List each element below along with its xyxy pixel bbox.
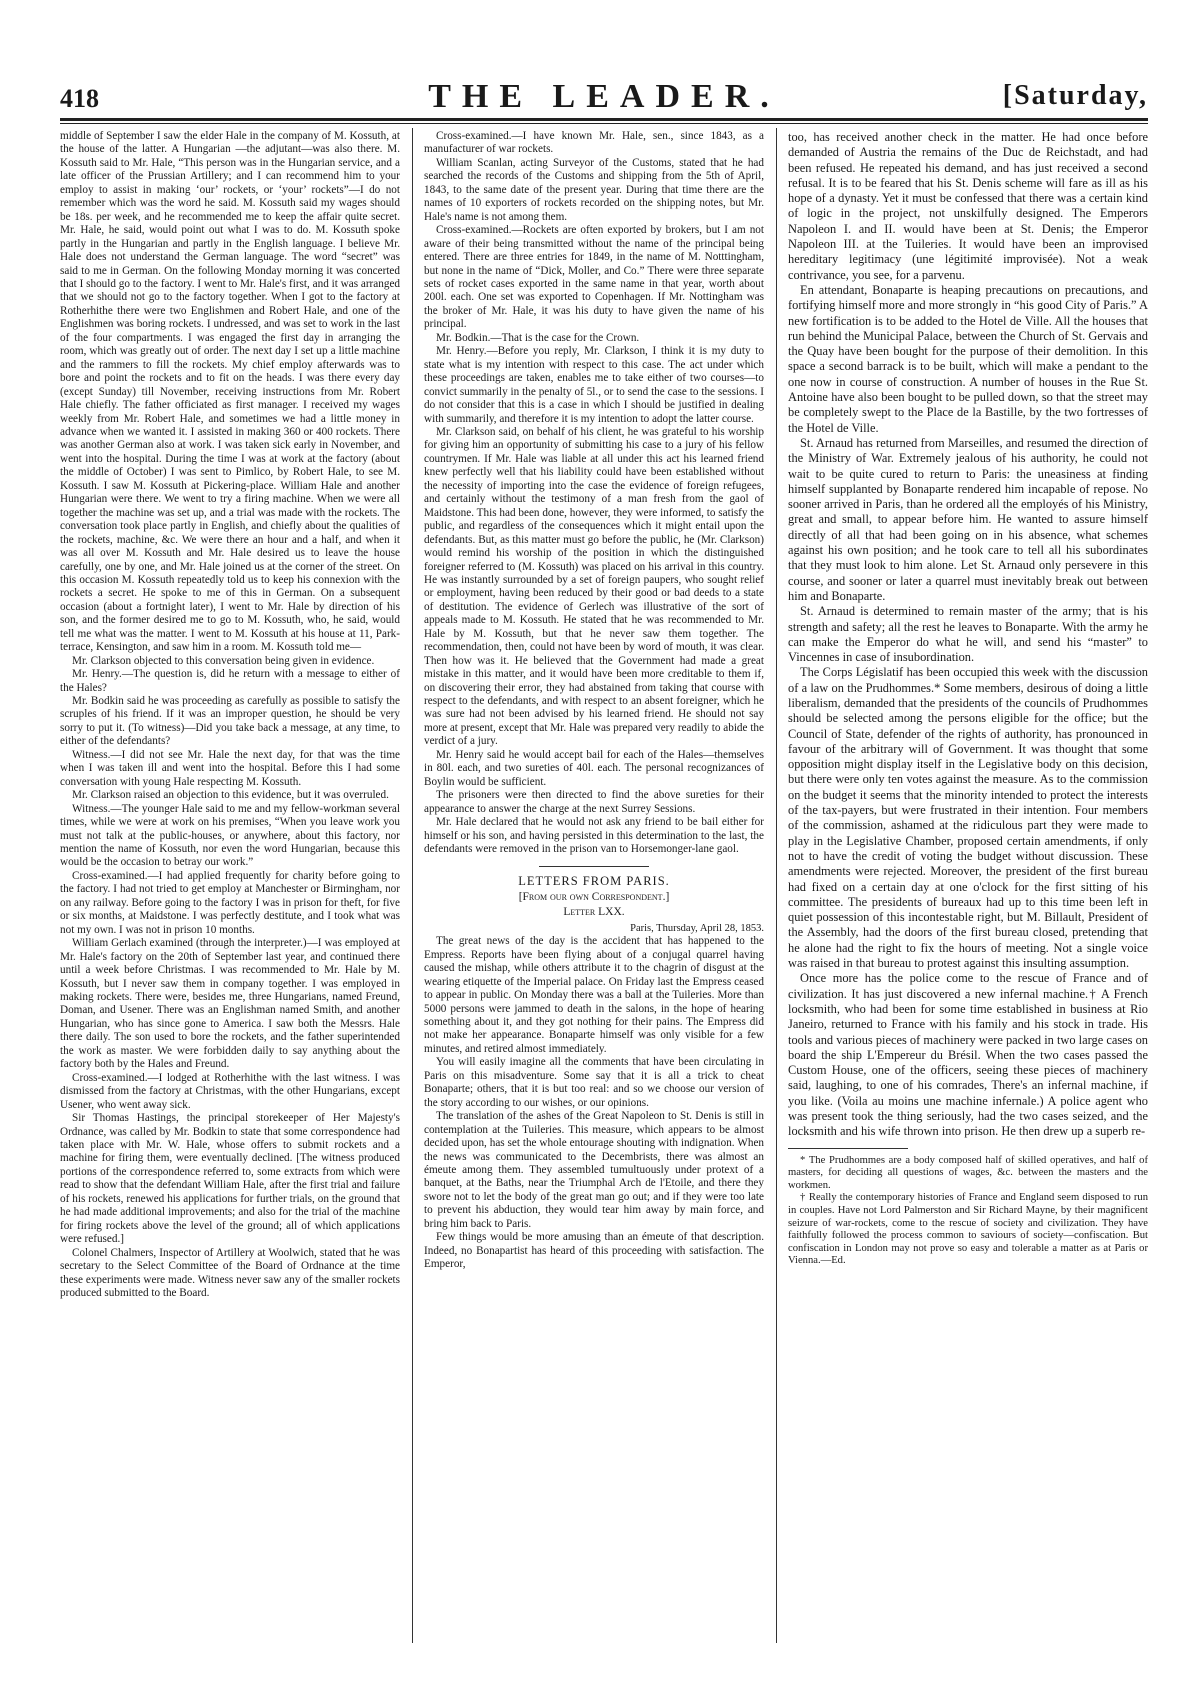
paragraph: Mr. Bodkin.—That is the case for the Crown. <box>436 331 640 344</box>
paragraph: You will easily imagine all the comments that have been circulating in Paris on this misadventure. Some say that it is all a trick to cheat Bonaparte; others, that it is but too real: and so we choose our version of the story according to our wishes, or our opinions. <box>424 1056 764 1109</box>
section-rule <box>539 866 649 867</box>
letter-number: Letter LXX. <box>563 906 625 919</box>
paragraph: St. Arnaud has returned from Marseilles, and resumed the direction of the Ministry of War. Extremely jealous of his authority, he could not wait to be quite cured to return to Paris: the uneasiness at finding himself supplanted by Bonaparte rendered him incapable of repose. No sooner arrived in Paris, than he ordered all the employés of his Ministry, great and small, to appear before him. He wanted to assure himself directly of all that had been going on in his absence, what schemes against his own position; and he took care to tell all his subordinates that they must look to him alone. Let St. Arnaud only persevere in this course, and sooner or later a quarrel must inevitably break out between him and Bonaparte. <box>788 435 1148 603</box>
section-heading: LETTERS FROM PARIS. <box>518 874 670 889</box>
paragraph: Mr. Henry said he would accept bail for each of the Hales—themselves in 80l. each, and two sureties of 40l. each. The personal recognizances of Boylin would be sufficient. <box>424 748 764 788</box>
paragraph: En attendant, Bonaparte is heaping precautions on precautions, and fortifying himself more and more strongly in “his good City of Paris.” A new fortification is to be added to the Hotel de Ville. All the houses that run behind the Municipal Palace, between the Church of St. Gervais and the Quay have been bought for the purpose of their demolition. In this space a second barrack is to be built, which will make a pendant to the one now in course of construction. A number of houses in the Rue St. Antoine have also been bought to be pulled down, so that the street may be completely swept to the Place de la Bastille, by the two fortresses of the Hotel de Ville. <box>788 282 1148 435</box>
paragraph: Once more has the police come to the rescue of France and of civilization. It has just discovered a new infernal machine.† A French locksmith, who had been for some time established in business at Rio Janeiro, returned to France with his family and his stock in trade. His tools and various pieces of machinery were packed in two large cases on board the ship L'Empereur du Brésil. When the two cases passed the Custom House, one of the officers, seeing these pieces of machinery said, laughing, to one of his comrades, There's an infernal machine, if you like. (Voila au moins une machine infernale.) A police agent who was present took the thing seriously, had the two cases seized, and the locksmith and his wife thrown into prison. He then drew up a superb re- <box>788 971 1148 1139</box>
paragraph: The great news of the day is the accident that has happened to the Empress. Reports have been flying about of a conjugal quarrel having caused the mishap, while others attribute it to the chagrin of disgust at the wearing etiquette of the Imperial palace. On Friday last the Empress ceased to appear in public. On Monday there was a ball at the Tuileries. More than 5000 persons were jammed to death in the salons, in the hope of hearing something about it, and they got nothing for their pains. The Empress did not make her appearance. Bonaparte himself was only visible for a few minutes, and retired almost immediately. <box>424 935 764 1055</box>
newspaper-title: THE LEADER. <box>428 78 780 115</box>
header-rule-thin <box>60 123 1148 124</box>
paragraph: Mr. Clarkson said, on behalf of his client, he was grateful to his worship for giving him an opportunity of submitting his case to a jury of his fellow countrymen. If Mr. Hale was liable at all under this act his learned friend knew perfectly well that his liability could have been established without the necessity of importing into the case the evidence of foreign refugees, and certainly without the testimony of a man fresh from the gaol of Maidstone. This had been done, however, they were informed, to satisfy the public, and regardless of the consequences which it might entail upon the defendants. But, as this matter must go before the public, he (Mr. Clarkson) would remind his worship of the position in which the distinguished foreigner referred to (M. Kossuth) was placed on his arrival in this country. He was instantly surrounded by a set of foreign paupers, who sought relief or employment, having been reduced by their good or bad deeds to a state of destitution. The evidence of Gerlech was illustrative of the sort of appeals made to M. Kossuth. He stated that he was recommended to Mr. Hale by M. Kossuth, but that he never saw them together. The recommendation, then, could not have been by word of mouth, it was clear. Then how was it. He believed that the Government had made a great mistake in this matter, and it would have been more creditable to them if, on discovering their error, they had abstained from taking that course with respect to the defendants, and with respect to an absent foreigner, which he was sure had not been advised by his learned friend. He should not say more at present, except that Mr. Hale was prepared very readily to abide the verdict of a jury. <box>424 425 764 748</box>
masthead <box>60 72 1148 118</box>
column-2 <box>424 130 764 1640</box>
paragraph: Few things would be more amusing than an émeute of that description. Indeed, no Bonapartist has heard of this proceeding with satisfaction. The Emperor, <box>424 1231 764 1271</box>
dateline: Paris, Thursday, April 28, 1853. <box>630 922 764 934</box>
page-number: 418 <box>60 84 99 113</box>
footnote: † Really the contemporary histories of France and England seem disposed to run in couples. Have not Lord Palmerston and Sir Richard Mayne, by their magnificent seizure of war-rockets, come to the rescue of society and civilization. They have faithfully followed the process common to saviours of society—confiscation. But confiscation in London may not prove so easy and tolerable a matter as at Paris or Vienna.—Ed. <box>788 1192 1148 1267</box>
paragraph: Sir Thomas Hastings, the principal storekeeper of Her Majesty's Ordnance, was called by Mr. Bodkin to state that some correspondence had taken place with Mr. W. Hale, whose offers to submit rockets and a machine for firing them, were eventually declined. [The witness produced portions of the correspondence referred to, some extracts from which were read to show that the defendant William Hale, after the first trial and failure of his rockets, renewed his applications for further trials, on the ground that he had made additional improvements; and also for the trial of the machine for firing rockets above the level of the ground; all of which applications were refused.] <box>60 1112 400 1246</box>
paragraph: The translation of the ashes of the Great Napoleon to St. Denis is still in contemplation at the Tuileries. This measure, which appears to be almost decided upon, has set the whole entourage shouting with indignation. When the news was communicated to the Decembrists, there was almost an émeute among them. They assembled tumultuously under protext of a banquet, at the Baths, near the Triumphal Arch de l'Etoile, and there they swore not to let the body of the great man go out; and if they were too late to prevent his abduction, they would tear him away by main force, and bring him back to Paris. <box>424 1110 764 1230</box>
paragraph: middle of September I saw the elder Hale in the company of M. Kossuth, at the house of the latter. A Hungarian —the adjutant—was also there. M. Kossuth said to Mr. Hale, “This person was in the Hungarian service, and a late officer of the Prussian Artillery; and I can recommend him to your employ to assist in making ‘our’ rockets, or ‘your’ rockets”—I do not remember which was the word he said. M. Kossuth said my wages should be 18s. per week, and he recommended me to keep the affair quite secret. Mr. Hale, he said, would point out what I was to do. M. Kossuth spoke partly in the Hungarian and partly in the English language. I believe Mr. Hale does not understand the German language. The word “secret” was said to me in German. On the following Monday morning it was concerted that I should go to the factory. I went to Mr. Hale's first, and it was arranged that we should not go to the factory together. When I got to the factory at Rotherhithe there were two Englishmen and Robert Hale, and one of the Englishmen was boring rockets. I undressed, and was set to work in the last of the four compartments. I was engaged the first day in arranging the room, which was greatly out of order. The next day I set up a little machine and the rammers to fill the rockets. My chief employ afterwards was to bore and point the rockets and to fit on the heads. I was there every day (except Sunday) till November, receiving instructions from Mr. Robert Hale chiefly. The father officiated as first manager. I received my wages weekly from Mr. Robert Hale, and sometimes we had a little money in advance when we wanted it. I assisted in making 360 or 400 rockets. There was another German also at work. I was taken sick early in November, and went into the hospital. During the time I was at work at the factory (about the middle of October) I was sent to Pimlico, by Robert Hale, to see M. Kossuth. I saw M. Kossuth at Pickering-place. William Hale and another Hungarian were there. We went to try a firing machine. When we were all together the machine was set up, and a trial was made with the rockets. The conversation took place partly in English, and chiefly about the qualities of the rockets, machine, &c. We were there an hour and a half, and when it was all over M. Kossuth and Mr. Hale desired us to leave the house carefully, one by one, and Mr. Hale joined us at the corner of the street. On this occasion M. Kossuth repeatedly told us to keep his connexion with the rockets a secret. He spoke to me of this in German. On a subsequent occasion (about a fortnight later), I went to Mr. Hale by direction of his son, and the former desired me to go to M. Kossuth, who, he said, would tell me what was the matter. I went to M. Kossuth at his house at 11, Park-terrace, Kensington, and saw him in a room. M. Kossuth told me— <box>60 130 400 654</box>
paragraph: Mr. Clarkson raised an objection to this evidence, but it was overruled. <box>72 789 389 802</box>
footnote-rule <box>788 1148 908 1149</box>
paragraph: William Scanlan, acting Surveyor of the Customs, stated that he had searched the records of the Customs and shipping from the 5th of April, 1843, to the same date of the present year. During that time there are the names of 10 exporters of rockets recorded on the shipping notes, but Mr. Hale's name is not among them. <box>424 156 764 223</box>
column-divider-1 <box>412 128 413 1643</box>
paragraph: Witness.—The younger Hale said to me and my fellow-workman several times, while we were at work on his premises, “When you leave work you must not talk at the public-houses, or anywhere, about this factory, nor mention the name of Kossuth, nor even the word Hungarian, because this would be the occasion to betray our work.” <box>60 802 400 869</box>
paragraph: The Corps Législatif has been occupied this week with the discussion of a law on the Prudhommes.* Some members, desirous of doing a little liberalism, demanded that the presidents of the councils of Prudhommes should be selected among the persons eligible for the office; but the Council of State, defender of the rights of authority, has pronounced in favour of the arbitrary will of Government. It was thought that some opposition might display itself in the Legislative body on this decision, but there were only ten votes against the measure. As to the commission on the budget it seems that the minority intended to protect the interests of the tax-payers, but were frustrated in their intention. Four members of the commission, ashamed at the ridiculous part they were made to play in the Legislative Chamber, proposed certain amendments, if only not to have the credit of voting the budget without discussion. These amendments were rejected. Moreover, the president of the first bureau had fixed on a certain day at one o'clock for the first sitting of his committee. The presidents of bureaux had up to this time been left in quiet possession of this incontestable right, but M. Billault, President of the Assembly, had the doors of the first bureau closed, pretending that he alone had the right to fix the hours of meeting. Not a single voice was raised in that bureau to protest against this insulting assumption. <box>788 665 1148 971</box>
issue-day: [Saturday, <box>1002 80 1148 111</box>
paragraph: Mr. Hale declared that he would not ask any friend to be bail either for himself or his son, and having persisted in this determination to the last, the defendants were removed in the prison van to Horsemonger-lane gaol. <box>424 816 764 856</box>
paragraph: St. Arnaud is determined to remain master of the army; that is his strength and safety; all the rest he leaves to Bonaparte. With the army he can make the Emperor do what he will, and send his “master” to Vincennes in case of insubordination. <box>788 604 1148 665</box>
paragraph: Witness.—I did not see Mr. Hale the next day, for that was the time when I was taken ill and went into the hospital. Before this I had some conversation with young Hale respecting M. Kossuth. <box>60 748 400 788</box>
paragraph: Cross-examined.—I have known Mr. Hale, sen., since 1843, as a manufacturer of war rockets. <box>424 130 764 156</box>
paragraph: Mr. Henry.—Before you reply, Mr. Clarkson, I think it is my duty to state what is my intention with respect to this case. The act under which these proceedings are taken, enables me to take either of two courses—to convict summarily in the penalty of 5l., or to send the case to the sessions. I do not consider that this is a case in which I should be justified in dealing with summarily, and therefore it is my intention to adopt the latter course. <box>424 345 764 425</box>
paragraph: Cross-examined.—Rockets are often exported by brokers, but I am not aware of their being transmitted without the name of the principal being entered. There are three entries for 1849, in the name of M. Notttingham, but none in the name of “Dick, Moller, and Co.” There were three separate sets of rocket cases exported in the same name in that year, worth about 200l. each. One set was exported to Copenhagen. If Mr. Nottingham was the broker of Mr. Hale, it was his duty to have given the name of his principal. <box>424 224 764 331</box>
paragraph: Cross-examined.—I lodged at Rotherhithe with the last witness. I was dismissed from the factory at Christmas, with the other Hungarians, except Usener, who went away sick. <box>60 1071 400 1111</box>
paragraph: Mr. Clarkson objected to this conversation being given in evidence. <box>72 654 375 667</box>
header-rule <box>60 118 1148 121</box>
column-3 <box>788 130 1148 1640</box>
paragraph: The prisoners were then directed to find the above sureties for their appearance to answer the charge at the next Surrey Sessions. <box>424 789 764 815</box>
paragraph: Colonel Chalmers, Inspector of Artillery at Woolwich, stated that he was secretary to the Select Committee of the Board of Ordnance at the time these experiments were made. Witness never saw any of the smaller rockets produced submitted to the Board. <box>60 1246 400 1299</box>
paragraph: Cross-examined.—I had applied frequently for charity before going to the factory. I had not tried to get employ at Manchester or Birmingham, nor on any railway. Before going to the factory I was in prison for theft, for five or six months, at Maidstone. I was perfectly destitute, and I took what was not my own. I was not in prison 10 months. <box>60 869 400 936</box>
column-divider-2 <box>776 128 777 1643</box>
paragraph: William Gerlach examined (through the interpreter.)—I was employed at Mr. Hale's factory on the 20th of September last year, and continued there until a week before Christmas. I was recommended to Mr. Hale by M. Kossuth, but I never saw them in company together. I was employed in making rockets. There were, besides me, three Hungarians, named Freund, Doman, and Usener. There was an Englishman named Smith, and another Hungarian, who has since gone to America. I saw both the Messrs. Hale there daily. The son used to bore the rockets, and the father superintended the work as master. We were forbidden daily to say anything about the factory both by the Hales and Freund. <box>60 937 400 1071</box>
paragraph: Mr. Bodkin said he was proceeding as carefully as possible to satisfy the scruples of his friend. If it was an improper question, he should be very sorry to put it. (To witness)—Did you take back a message, at any time, to either of the defendants? <box>60 695 400 748</box>
column-1 <box>60 130 400 1640</box>
paragraph: Mr. Henry.—The question is, did he return with a message to either of the Hales? <box>60 668 400 694</box>
footnote: * The Prudhommes are a body composed half of skilled operatives, and half of masters, for deciding all questions of wages, &c. between the masters and the workmen. <box>788 1154 1148 1191</box>
paragraph: too, has received another check in the matter. He had once before demanded of Austria the remains of the Duc de Reichstadt, and had been refused. He repeated his demand, and has just received a second refusal. It is to be feared that his St. Denis scheme will fare as ill as his hope of a dynasty. Yet it must be confessed that there was a certain kind of logic in the project, not unskilfully designed. The Emperors Napoleon I. and II. would have been at St. Denis; the Emperor Napoleon III. at the Tuileries. It would have been an improvised hereditary legitimacy (une légitimité improvisée). Not a weak contrivance, you see, for a parvenu. <box>788 130 1148 282</box>
section-subheading: [From our own Correspondent.] <box>518 890 670 903</box>
